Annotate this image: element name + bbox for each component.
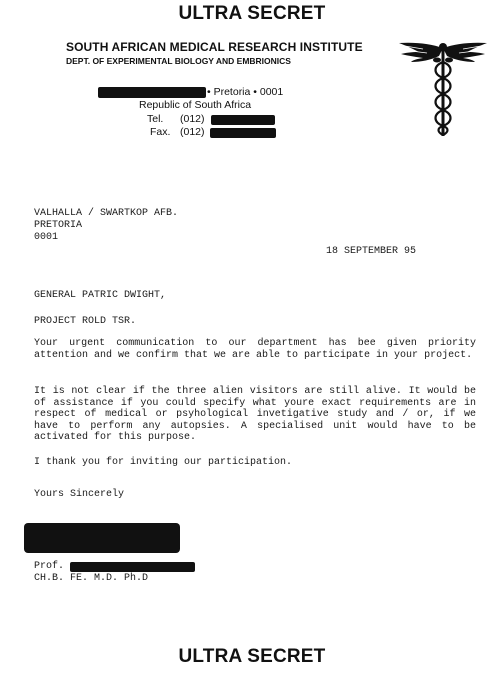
fax-label: Fax. (150, 126, 171, 138)
salutation: GENERAL PATRIC DWIGHT, (34, 290, 167, 301)
caduceus-icon (393, 40, 493, 140)
body-paragraph: I thank you for inviting our participation. (34, 457, 293, 468)
institute-name: SOUTH AFRICAN MEDICAL RESEARCH INSTITUTE (66, 40, 363, 54)
letter-date: 18 SEPTEMBER 95 (326, 246, 417, 257)
closing: Yours Sincerely (34, 489, 125, 500)
classification-banner-bottom: ULTRA SECRET (178, 646, 326, 667)
body-paragraph: Your urgent communication to our department has bee given priority attention and we confirm that we are able to participate in your project. (34, 338, 476, 361)
signer-title: Prof. (34, 561, 65, 572)
tel-label: Tel. (147, 113, 164, 125)
city-line: • Pretoria • 0001 (207, 86, 284, 98)
redacted-signer-name (70, 562, 195, 572)
recipient-address-line: VALHALLA / SWARTKOP AFB. (34, 208, 179, 219)
fax-prefix: (012) (180, 126, 205, 138)
reference-line: PROJECT ROLD TSR. (34, 316, 137, 327)
tel-prefix: (012) (180, 113, 205, 125)
classification-banner-top: ULTRA SECRET (178, 3, 326, 24)
recipient-address-line: 0001 (34, 232, 59, 243)
recipient-address-line: PRETORIA (34, 220, 83, 231)
redacted-street (98, 87, 206, 98)
signer-credentials: CH.B. FE. M.D. Ph.D (34, 573, 149, 584)
redacted-signature (24, 523, 180, 553)
body-paragraph: It is not clear if the three alien visitors are still alive. It would be of assistance if you could specify what youre exact requirements are in respect of medical or psyhological invetigative study and / or, if we have to perform any autopsies. A specialised unit would have to be activated for this purpose. (34, 386, 476, 443)
department-name: DEPT. OF EXPERIMENTAL BIOLOGY AND EMBRIONICS (66, 56, 291, 66)
redacted-tel (211, 115, 275, 125)
country: Republic of South Africa (139, 99, 252, 111)
redacted-fax (210, 128, 276, 138)
